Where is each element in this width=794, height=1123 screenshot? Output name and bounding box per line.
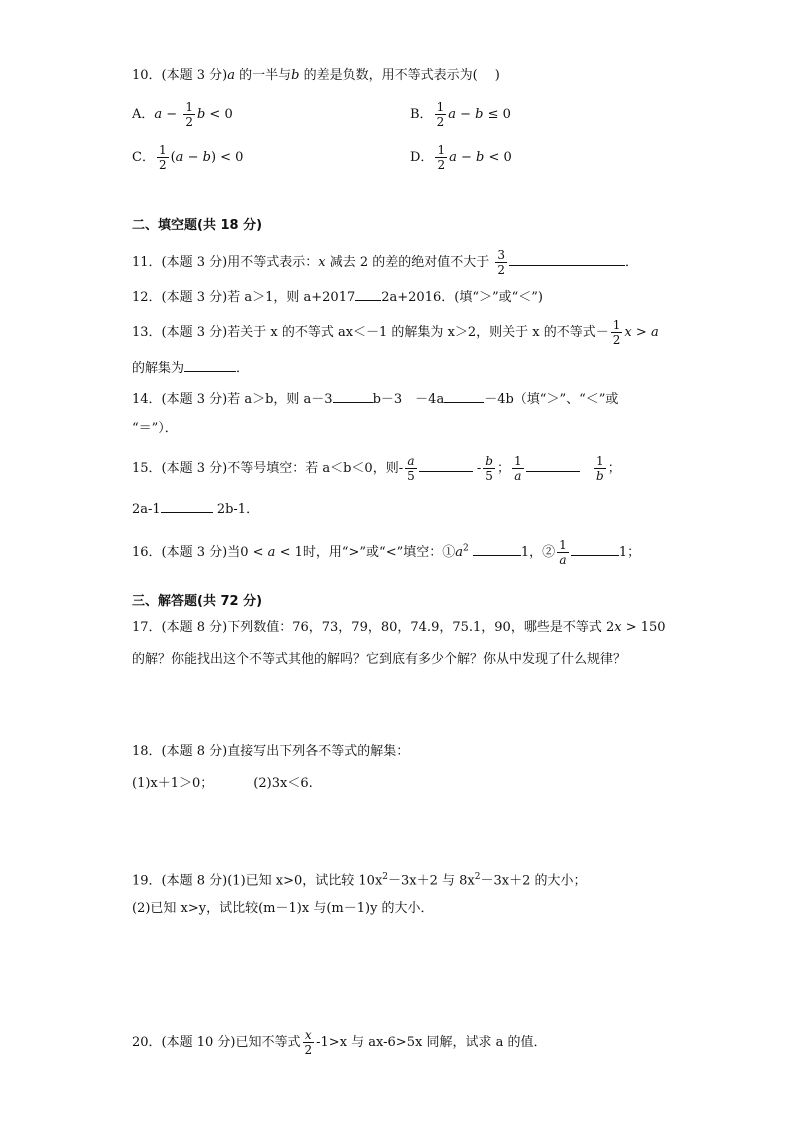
q15-answer-blank-1[interactable]: [419, 457, 473, 472]
q13-line2: 的解集为: [132, 361, 185, 376]
q10-stem-e: 的差是负数，用不等式表示为( ): [299, 68, 500, 83]
option-d-label: D．: [410, 150, 434, 165]
section-3-title: 三、解答题(共 72 分): [132, 594, 263, 609]
q12-text2: 2a+2016．(填“＞”或“＜”): [381, 290, 543, 305]
question-18-line-1: 18．(本题 8 分)直接写出下列各不等式的解集：: [132, 744, 410, 759]
section-2-title: 二、填空题(共 18 分): [132, 218, 263, 233]
q16-pre: 16．(本题 3 分)当: [132, 545, 241, 560]
q17-line1: 17．(本题 8 分)下列数值：76，73，79，80，74.9，75.1，90，哪些是不等式: [132, 620, 602, 635]
question-18-line-2: [132, 774, 313, 794]
option-c-label: C．: [132, 150, 155, 165]
question-17-line-2: 的解？你能找出这个不等式其他的解吗？它到底有多少个解？你从中发现了什么规律？: [132, 652, 627, 667]
q15-line2a: 2a-1: [132, 502, 161, 517]
q12-answer-blank[interactable]: [355, 286, 381, 301]
q19-b: －3x＋2 与 8x: [388, 873, 475, 889]
question-14-line-1: [132, 388, 618, 410]
q18-part2: (2)3x＜6.: [253, 776, 313, 791]
q10-var-a: a: [227, 68, 235, 83]
q10-option-b[interactable]: B． $\frac{1}{2}$ a − b ≤ 0: [410, 100, 511, 129]
q10-var-b: b: [291, 68, 300, 83]
question-17-line-1: 17．(本题 8 分)下列数值：76，73，79，80，74.9，75.1，90，哪些是不等式 2x > 150: [132, 620, 666, 635]
question-15-line-2: [132, 498, 259, 520]
q11-end: ．: [625, 255, 639, 270]
q10-stem-a: 10．(本题 3 分): [132, 68, 228, 83]
q19-c: －3x＋2 的大小；: [480, 873, 587, 889]
q10-option-c[interactable]: C． $\frac{1}{2}$ (a − b) < 0: [132, 143, 244, 172]
q16-mid: 时，用“>”或“<”填空：①: [302, 545, 456, 560]
q13-line1: 13．(本题 3 分)若关于 x 的不等式 ax＜－1 的解集为 x＞2，则关于 x 的不等式－: [132, 325, 609, 340]
question-16: 16．(本题 3 分)当0 < a < 1时，用“>”或“<”填空：$①a^2$ 1，② $\frac{1}{a}$ 1；: [132, 538, 641, 567]
question-20: 20．(本题 10 分)已知不等式 $\frac{x}{2}$ -1>x 与 ax-6>5x 同解，试求 a 的值．: [132, 1028, 547, 1057]
question-19-line-1: 19．(本题 8 分)(1)已知 x>0，试比较 $10x^2-3x+2$ 与 $8x^2-3x+2$ 的大小；: [132, 872, 587, 889]
question-15-line-1: 15．(本题 3 分)不等号填空：若 a＜b＜0，则- $\frac{a}{5}$ - $\frac{b}{5}$ ； $\frac{1}{a}$ $\frac{1}{b}$ ；: [132, 454, 621, 483]
option-b-label: B．: [410, 107, 433, 122]
q15-pre: 15．(本题 3 分)不等号填空：若 a＜b＜0，则-: [132, 461, 404, 476]
question-13-line-1: 13．(本题 3 分)若关于 x 的不等式 ax＜－1 的解集为 x＞2，则关于 x 的不等式－ $\frac{1}{2}$ x > a: [132, 318, 659, 347]
q11-answer-blank[interactable]: [509, 251, 625, 266]
q14-answer-blank-1[interactable]: [333, 388, 373, 403]
q13-end: ．: [236, 361, 250, 376]
q16-c1: 1，②: [520, 545, 556, 560]
question-12: [132, 286, 543, 308]
q10-option-a[interactable]: A．a − $\frac{1}{2}$ b < 0: [132, 100, 233, 129]
q10-option-d[interactable]: D． $\frac{1}{2}$ a − b < 0: [410, 143, 512, 172]
question-19-line-2: (2)已知 x>y，试比较(m－1)x 与(m－1)y 的大小．: [132, 901, 434, 916]
q11-var-x: x: [318, 255, 326, 270]
q14-a: 14．(本题 3 分)若 a＞b，则 a－3: [132, 392, 333, 407]
question-14-line-2: “＝”）．: [132, 421, 178, 436]
q16-answer-blank-2[interactable]: [571, 541, 619, 556]
q15-answer-blank-2[interactable]: [526, 457, 580, 472]
q15-line2b: 2b-1．: [212, 502, 260, 517]
q15-semicolon: ；: [496, 461, 510, 476]
q11-mid: 减去 2 的差的绝对值不大于: [325, 255, 494, 270]
q14-answer-blank-2[interactable]: [444, 388, 484, 403]
option-a-label: A．: [132, 107, 155, 122]
q10-stem-c: 的一半与: [235, 68, 292, 83]
question-11: 11．(本题 3 分)用不等式表示：x 减去 2 的差的绝对值不大于 $\frac{3}{2}$ ．: [132, 248, 639, 277]
q11-pre: 11．(本题 3 分)用不等式表示：: [132, 255, 319, 270]
q14-c: －4b（填“＞”、“＜”或: [484, 392, 619, 407]
q12-text: 12．(本题 3 分)若 a＞1，则 a+2017: [132, 290, 356, 305]
q20-pre: 20．(本题 10 分)已知不等式: [132, 1035, 301, 1050]
q16-answer-blank-1[interactable]: [473, 541, 521, 556]
question-10-stem: [132, 66, 500, 86]
q20-post: -1>x 与 ax-6>5x 同解，试求 a 的值．: [316, 1035, 547, 1050]
question-13-line-2: [132, 357, 249, 379]
q19-a: 19．(本题 8 分)(1)已知 x>0，试比较 10x: [132, 873, 383, 889]
q15-answer-blank-3[interactable]: [161, 498, 213, 513]
q13-answer-blank[interactable]: [184, 357, 236, 372]
q18-part1: (1)x＋1＞0；: [132, 776, 214, 791]
q14-b: b－3 －4a: [372, 392, 445, 407]
q16-c2: 1；: [618, 545, 641, 560]
